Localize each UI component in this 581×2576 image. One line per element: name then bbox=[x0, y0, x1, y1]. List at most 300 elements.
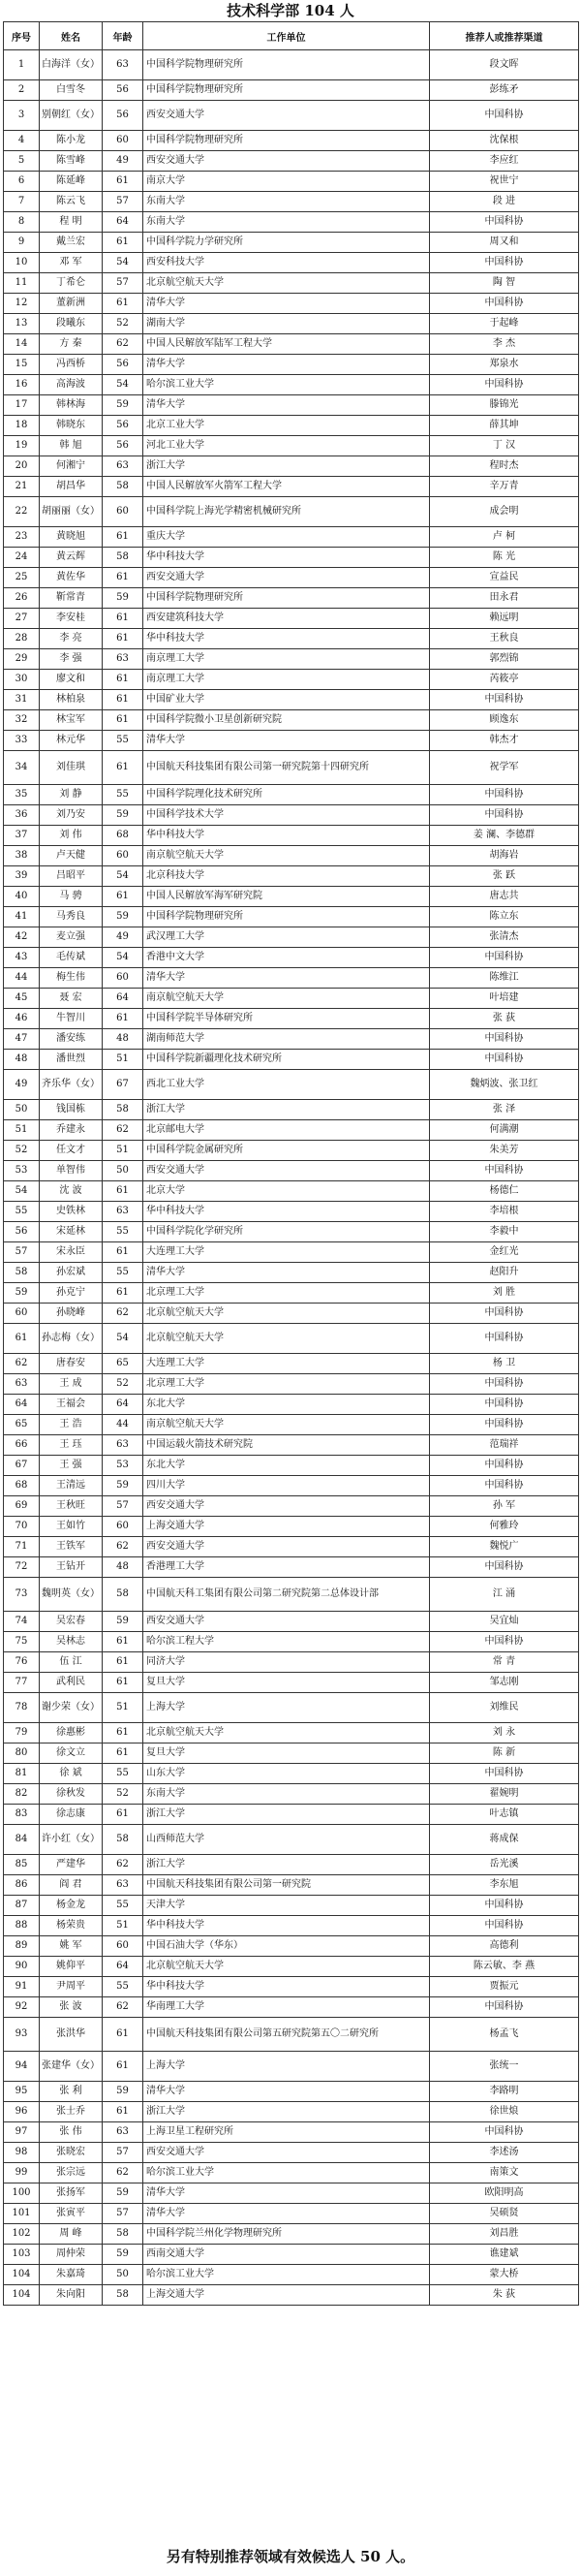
row-unit: 北京航空航天大学 bbox=[143, 273, 430, 294]
row-age: 61 bbox=[103, 690, 143, 710]
row-age: 50 bbox=[103, 1161, 143, 1181]
row-age: 61 bbox=[103, 527, 143, 548]
row-index: 9 bbox=[4, 233, 40, 253]
row-age: 60 bbox=[103, 131, 143, 151]
row-channel: 中国科协 bbox=[430, 1029, 579, 1050]
table-row bbox=[4, 477, 579, 497]
table-row bbox=[4, 1395, 579, 1415]
row-unit: 哈尔滨工业大学 bbox=[143, 2265, 430, 2285]
row-index: 67 bbox=[4, 1456, 40, 1476]
row-index: 90 bbox=[4, 1957, 40, 1977]
row-age: 63 bbox=[103, 456, 143, 477]
row-index: 1 bbox=[4, 50, 40, 80]
table-row bbox=[4, 1957, 579, 1977]
table-row bbox=[4, 1825, 579, 1855]
row-channel: 中国科协 bbox=[430, 1324, 579, 1354]
row-unit: 华中科技大学 bbox=[143, 629, 430, 649]
row-channel: 中国科协 bbox=[430, 101, 579, 131]
row-name: 卢天健 bbox=[40, 846, 103, 866]
row-unit: 华中科技大学 bbox=[143, 548, 430, 568]
row-index: 7 bbox=[4, 192, 40, 212]
table-row bbox=[4, 1009, 579, 1029]
table-row bbox=[4, 172, 579, 192]
row-age: 51 bbox=[103, 1916, 143, 1936]
row-age: 48 bbox=[103, 1557, 143, 1578]
table-row bbox=[4, 907, 579, 927]
row-index: 35 bbox=[4, 785, 40, 805]
row-name: 刘 伟 bbox=[40, 826, 103, 846]
row-name: 宋永臣 bbox=[40, 1242, 103, 1263]
row-unit: 中国科学技术大学 bbox=[143, 805, 430, 826]
table-row bbox=[4, 1875, 579, 1896]
row-channel: 祝世宁 bbox=[430, 172, 579, 192]
row-name: 严建华 bbox=[40, 1855, 103, 1875]
row-index: 41 bbox=[4, 907, 40, 927]
row-channel: 张统一 bbox=[430, 2052, 579, 2082]
row-channel: 中国科协 bbox=[430, 1395, 579, 1415]
row-name: 唐春安 bbox=[40, 1354, 103, 1374]
row-name: 周仲荣 bbox=[40, 2245, 103, 2265]
table-row bbox=[4, 866, 579, 887]
row-age: 62 bbox=[103, 1120, 143, 1141]
row-unit: 西安交通大学 bbox=[143, 2143, 430, 2163]
row-name: 董新洲 bbox=[40, 294, 103, 314]
row-unit: 上海交通大学 bbox=[143, 2285, 430, 2306]
row-channel: 叶志镇 bbox=[430, 1805, 579, 1825]
table-row bbox=[4, 1977, 579, 1997]
row-unit: 香港理工大学 bbox=[143, 1557, 430, 1578]
row-name: 张 利 bbox=[40, 2082, 103, 2102]
row-index: 88 bbox=[4, 1916, 40, 1936]
row-channel: 中国科协 bbox=[430, 375, 579, 395]
row-unit: 中国科学院物理研究所 bbox=[143, 907, 430, 927]
row-unit: 上海卫星工程研究所 bbox=[143, 2122, 430, 2143]
row-age: 63 bbox=[103, 50, 143, 80]
row-name: 王清远 bbox=[40, 1476, 103, 1496]
row-unit: 清华大学 bbox=[143, 2183, 430, 2204]
row-index: 58 bbox=[4, 1263, 40, 1283]
row-age: 57 bbox=[103, 2204, 143, 2224]
table-row bbox=[4, 609, 579, 629]
row-age: 61 bbox=[103, 1181, 143, 1202]
row-channel: 陈云敏、李 燕 bbox=[430, 1957, 579, 1977]
row-unit: 中国航天科工集团有限公司第二研究院第二总体设计部 bbox=[143, 1578, 430, 1612]
row-index: 86 bbox=[4, 1875, 40, 1896]
row-channel: 李 杰 bbox=[430, 334, 579, 355]
row-age: 68 bbox=[103, 826, 143, 846]
row-name: 方 秦 bbox=[40, 334, 103, 355]
row-unit: 清华大学 bbox=[143, 395, 430, 416]
row-name: 王如竹 bbox=[40, 1517, 103, 1537]
row-channel: 中国科协 bbox=[430, 1304, 579, 1324]
row-age: 61 bbox=[103, 1652, 143, 1673]
row-age: 62 bbox=[103, 1537, 143, 1557]
row-name: 韩 旭 bbox=[40, 436, 103, 456]
row-age: 61 bbox=[103, 1009, 143, 1029]
table-row bbox=[4, 1997, 579, 2018]
row-index: 51 bbox=[4, 1120, 40, 1141]
row-index: 68 bbox=[4, 1476, 40, 1496]
candidate-table bbox=[3, 21, 579, 2306]
row-name: 张寅平 bbox=[40, 2204, 103, 2224]
row-channel: 张 泽 bbox=[430, 1100, 579, 1120]
table-row bbox=[4, 826, 579, 846]
row-channel: 朱 荻 bbox=[430, 2285, 579, 2306]
row-unit: 中国科学院金属研究所 bbox=[143, 1141, 430, 1161]
row-name: 武利民 bbox=[40, 1673, 103, 1693]
row-age: 62 bbox=[103, 2163, 143, 2183]
row-name: 沈 波 bbox=[40, 1181, 103, 1202]
row-age: 59 bbox=[103, 2183, 143, 2204]
table-row bbox=[4, 131, 579, 151]
row-unit: 清华大学 bbox=[143, 355, 430, 375]
row-name: 潘安练 bbox=[40, 1029, 103, 1050]
row-index: 53 bbox=[4, 1161, 40, 1181]
row-unit: 中国石油大学（华东） bbox=[143, 1936, 430, 1957]
row-name: 靳常青 bbox=[40, 588, 103, 609]
table-row bbox=[4, 50, 579, 80]
row-unit: 中国科学院半导体研究所 bbox=[143, 1009, 430, 1029]
table-row bbox=[4, 1855, 579, 1875]
row-index: 101 bbox=[4, 2204, 40, 2224]
row-index: 81 bbox=[4, 1764, 40, 1784]
row-age: 61 bbox=[103, 1723, 143, 1744]
row-name: 姚 军 bbox=[40, 1936, 103, 1957]
row-unit: 西安建筑科技大学 bbox=[143, 609, 430, 629]
row-unit: 中国人民解放军陆军工程大学 bbox=[143, 334, 430, 355]
row-unit: 上海大学 bbox=[143, 1693, 430, 1723]
table-row bbox=[4, 2204, 579, 2224]
table-row bbox=[4, 355, 579, 375]
row-name: 白海洋（女） bbox=[40, 50, 103, 80]
row-channel: 陈维江 bbox=[430, 968, 579, 989]
row-unit: 中国科学院微小卫星创新研究院 bbox=[143, 710, 430, 731]
row-unit: 北京邮电大学 bbox=[143, 1120, 430, 1141]
table-row bbox=[4, 2143, 579, 2163]
row-name: 姚仰平 bbox=[40, 1957, 103, 1977]
row-age: 52 bbox=[103, 314, 143, 334]
table-row bbox=[4, 1435, 579, 1456]
row-index: 26 bbox=[4, 588, 40, 609]
row-age: 64 bbox=[103, 1957, 143, 1977]
row-unit: 中国科学院兰州化学物理研究所 bbox=[143, 2224, 430, 2245]
row-name: 许小红（女） bbox=[40, 1825, 103, 1855]
row-age: 53 bbox=[103, 1456, 143, 1476]
table-row bbox=[4, 1374, 579, 1395]
table-row bbox=[4, 436, 579, 456]
row-unit: 清华大学 bbox=[143, 968, 430, 989]
row-name: 杨金龙 bbox=[40, 1896, 103, 1916]
row-index: 52 bbox=[4, 1141, 40, 1161]
row-index: 95 bbox=[4, 2082, 40, 2102]
row-index: 27 bbox=[4, 609, 40, 629]
row-unit: 北京航空航天大学 bbox=[143, 1304, 430, 1324]
row-name: 孙志梅（女） bbox=[40, 1324, 103, 1354]
row-channel: 程时杰 bbox=[430, 456, 579, 477]
row-index: 42 bbox=[4, 927, 40, 948]
row-name: 马秀良 bbox=[40, 907, 103, 927]
table-row bbox=[4, 1415, 579, 1435]
row-unit: 中国人民解放军火箭军工程大学 bbox=[143, 477, 430, 497]
row-index: 57 bbox=[4, 1242, 40, 1263]
row-channel: 王秋良 bbox=[430, 629, 579, 649]
row-name: 韩晓东 bbox=[40, 416, 103, 436]
row-age: 59 bbox=[103, 588, 143, 609]
row-unit: 清华大学 bbox=[143, 1263, 430, 1283]
row-index: 78 bbox=[4, 1693, 40, 1723]
row-index: 54 bbox=[4, 1181, 40, 1202]
table-row bbox=[4, 253, 579, 273]
row-index: 55 bbox=[4, 1202, 40, 1222]
row-age: 59 bbox=[103, 907, 143, 927]
table-header-row bbox=[4, 22, 579, 50]
table-row bbox=[4, 1744, 579, 1764]
table-row bbox=[4, 751, 579, 785]
row-age: 59 bbox=[103, 395, 143, 416]
row-name: 李安桂 bbox=[40, 609, 103, 629]
row-age: 56 bbox=[103, 355, 143, 375]
row-name: 徐志康 bbox=[40, 1805, 103, 1825]
header-unit: 工作单位 bbox=[143, 22, 430, 50]
row-index: 62 bbox=[4, 1354, 40, 1374]
row-channel: 邹志刚 bbox=[430, 1673, 579, 1693]
row-index: 97 bbox=[4, 2122, 40, 2143]
row-name: 任文才 bbox=[40, 1141, 103, 1161]
row-channel: 沈保根 bbox=[430, 131, 579, 151]
row-unit: 华南理工大学 bbox=[143, 1997, 430, 2018]
row-age: 64 bbox=[103, 1395, 143, 1415]
table-row bbox=[4, 2018, 579, 2052]
row-age: 51 bbox=[103, 1050, 143, 1070]
table-row bbox=[4, 887, 579, 907]
row-name: 王 成 bbox=[40, 1374, 103, 1395]
row-unit: 武汉理工大学 bbox=[143, 927, 430, 948]
row-index: 96 bbox=[4, 2102, 40, 2122]
table-row bbox=[4, 2265, 579, 2285]
row-channel: 韩杰才 bbox=[430, 731, 579, 751]
row-unit: 西南交通大学 bbox=[143, 2245, 430, 2265]
row-index: 94 bbox=[4, 2052, 40, 2082]
table-row bbox=[4, 1283, 579, 1304]
row-name: 孙克宁 bbox=[40, 1283, 103, 1304]
row-unit: 山东大学 bbox=[143, 1764, 430, 1784]
table-row bbox=[4, 785, 579, 805]
table-row bbox=[4, 2245, 579, 2265]
row-channel: 姜 澜、李德群 bbox=[430, 826, 579, 846]
row-age: 57 bbox=[103, 1496, 143, 1517]
row-name: 潘世烈 bbox=[40, 1050, 103, 1070]
table-row bbox=[4, 212, 579, 233]
row-channel: 陈立东 bbox=[430, 907, 579, 927]
row-age: 61 bbox=[103, 294, 143, 314]
row-channel: 江 涌 bbox=[430, 1578, 579, 1612]
row-name: 李 亮 bbox=[40, 629, 103, 649]
row-channel: 李路明 bbox=[430, 2082, 579, 2102]
row-index: 24 bbox=[4, 548, 40, 568]
row-index: 87 bbox=[4, 1896, 40, 1916]
row-unit: 上海交通大学 bbox=[143, 1517, 430, 1537]
table-row bbox=[4, 1784, 579, 1805]
row-index: 47 bbox=[4, 1029, 40, 1050]
row-age: 44 bbox=[103, 1415, 143, 1435]
row-index: 104 bbox=[4, 2265, 40, 2285]
row-index: 65 bbox=[4, 1415, 40, 1435]
row-unit: 中国航天科技集团有限公司第一研究院第十四研究所 bbox=[143, 751, 430, 785]
row-unit: 华中科技大学 bbox=[143, 1202, 430, 1222]
row-channel: 薛其坤 bbox=[430, 416, 579, 436]
row-unit: 北京科技大学 bbox=[143, 866, 430, 887]
document-title: 技术科学部 104 人 bbox=[227, 2, 354, 19]
row-unit: 中国航天科技集团有限公司第一研究院 bbox=[143, 1875, 430, 1896]
table-row bbox=[4, 2082, 579, 2102]
row-channel: 杨孟飞 bbox=[430, 2018, 579, 2052]
row-age: 61 bbox=[103, 2018, 143, 2052]
row-index: 102 bbox=[4, 2224, 40, 2245]
row-channel: 李述汤 bbox=[430, 2143, 579, 2163]
row-age: 56 bbox=[103, 416, 143, 436]
row-channel: 蒙大桥 bbox=[430, 2265, 579, 2285]
row-name: 马 骋 bbox=[40, 887, 103, 907]
row-unit: 重庆大学 bbox=[143, 527, 430, 548]
row-index: 40 bbox=[4, 887, 40, 907]
row-age: 49 bbox=[103, 927, 143, 948]
row-age: 62 bbox=[103, 1304, 143, 1324]
row-channel: 朱美芳 bbox=[430, 1141, 579, 1161]
row-name: 白雪冬 bbox=[40, 80, 103, 101]
row-name: 钱国栋 bbox=[40, 1100, 103, 1120]
row-age: 61 bbox=[103, 629, 143, 649]
row-index: 59 bbox=[4, 1283, 40, 1304]
row-name: 魏明英（女） bbox=[40, 1578, 103, 1612]
row-age: 55 bbox=[103, 1764, 143, 1784]
table-row bbox=[4, 1673, 579, 1693]
row-unit: 清华大学 bbox=[143, 2204, 430, 2224]
row-channel: 南策文 bbox=[430, 2163, 579, 2183]
row-unit: 中国科学院物理研究所 bbox=[143, 80, 430, 101]
row-unit: 南京航空航天大学 bbox=[143, 989, 430, 1009]
row-channel: 中国科协 bbox=[430, 1632, 579, 1652]
row-index: 63 bbox=[4, 1374, 40, 1395]
row-age: 56 bbox=[103, 80, 143, 101]
table-row bbox=[4, 1263, 579, 1283]
row-age: 58 bbox=[103, 477, 143, 497]
row-index: 17 bbox=[4, 395, 40, 416]
row-channel: 中国科协 bbox=[430, 1161, 579, 1181]
table-row bbox=[4, 690, 579, 710]
table-row bbox=[4, 927, 579, 948]
row-channel: 成会明 bbox=[430, 497, 579, 527]
row-index: 85 bbox=[4, 1855, 40, 1875]
table-row bbox=[4, 1805, 579, 1825]
row-channel: 唐志共 bbox=[430, 887, 579, 907]
row-age: 55 bbox=[103, 1896, 143, 1916]
row-name: 刘 静 bbox=[40, 785, 103, 805]
row-channel: 芮筱亭 bbox=[430, 670, 579, 690]
row-channel: 金红光 bbox=[430, 1242, 579, 1263]
row-channel: 中国科协 bbox=[430, 690, 579, 710]
header-name: 姓名 bbox=[40, 22, 103, 50]
row-age: 63 bbox=[103, 2122, 143, 2143]
row-unit: 清华大学 bbox=[143, 294, 430, 314]
table-row bbox=[4, 1578, 579, 1612]
row-unit: 浙江大学 bbox=[143, 1100, 430, 1120]
row-index: 44 bbox=[4, 968, 40, 989]
row-name: 廖文和 bbox=[40, 670, 103, 690]
row-unit: 西安交通大学 bbox=[143, 1612, 430, 1632]
row-name: 谢少荣（女） bbox=[40, 1693, 103, 1723]
row-age: 61 bbox=[103, 670, 143, 690]
row-unit: 南京大学 bbox=[143, 172, 430, 192]
row-index: 6 bbox=[4, 172, 40, 192]
row-age: 59 bbox=[103, 2082, 143, 2102]
table-row bbox=[4, 1222, 579, 1242]
row-index: 80 bbox=[4, 1744, 40, 1764]
row-age: 61 bbox=[103, 1673, 143, 1693]
footer-note: 另有特别推荐领域有效候选人 50 人。 bbox=[166, 2548, 415, 2565]
row-index: 72 bbox=[4, 1557, 40, 1578]
row-index: 14 bbox=[4, 334, 40, 355]
row-name: 单智伟 bbox=[40, 1161, 103, 1181]
row-age: 58 bbox=[103, 2224, 143, 2245]
row-age: 50 bbox=[103, 2265, 143, 2285]
row-channel: 谯建斌 bbox=[430, 2245, 579, 2265]
row-name: 乔建永 bbox=[40, 1120, 103, 1141]
table-row bbox=[4, 1242, 579, 1263]
row-index: 76 bbox=[4, 1652, 40, 1673]
row-name: 张 波 bbox=[40, 1997, 103, 2018]
row-name: 张宗远 bbox=[40, 2163, 103, 2183]
table-row bbox=[4, 629, 579, 649]
table-row bbox=[4, 1764, 579, 1784]
row-index: 4 bbox=[4, 131, 40, 151]
row-unit: 中国科学院物理研究所 bbox=[143, 50, 430, 80]
row-name: 吕昭平 bbox=[40, 866, 103, 887]
row-unit: 中国科学院上海光学精密机械研究所 bbox=[143, 497, 430, 527]
row-unit: 浙江大学 bbox=[143, 2102, 430, 2122]
row-name: 刘乃安 bbox=[40, 805, 103, 826]
row-age: 60 bbox=[103, 1517, 143, 1537]
row-name: 宋延林 bbox=[40, 1222, 103, 1242]
row-age: 61 bbox=[103, 2102, 143, 2122]
row-index: 22 bbox=[4, 497, 40, 527]
row-name: 段曦东 bbox=[40, 314, 103, 334]
row-name: 孙宏斌 bbox=[40, 1263, 103, 1283]
row-index: 13 bbox=[4, 314, 40, 334]
row-age: 60 bbox=[103, 846, 143, 866]
row-name: 王秋旺 bbox=[40, 1496, 103, 1517]
row-unit: 同济大学 bbox=[143, 1652, 430, 1673]
row-index: 16 bbox=[4, 375, 40, 395]
row-name: 史铁林 bbox=[40, 1202, 103, 1222]
table-row bbox=[4, 192, 579, 212]
row-index: 3 bbox=[4, 101, 40, 131]
row-name: 丁希仑 bbox=[40, 273, 103, 294]
row-channel: 田永君 bbox=[430, 588, 579, 609]
row-channel: 中国科协 bbox=[430, 1456, 579, 1476]
row-age: 58 bbox=[103, 548, 143, 568]
table-row bbox=[4, 2122, 579, 2143]
row-age: 55 bbox=[103, 1263, 143, 1283]
row-channel: 滕锦光 bbox=[430, 395, 579, 416]
table-row bbox=[4, 233, 579, 253]
row-unit: 东北大学 bbox=[143, 1456, 430, 1476]
row-unit: 清华大学 bbox=[143, 2082, 430, 2102]
row-age: 61 bbox=[103, 1805, 143, 1825]
header-index: 序号 bbox=[4, 22, 40, 50]
row-unit: 湖南师范大学 bbox=[143, 1029, 430, 1050]
row-index: 56 bbox=[4, 1222, 40, 1242]
row-channel: 常 青 bbox=[430, 1652, 579, 1673]
